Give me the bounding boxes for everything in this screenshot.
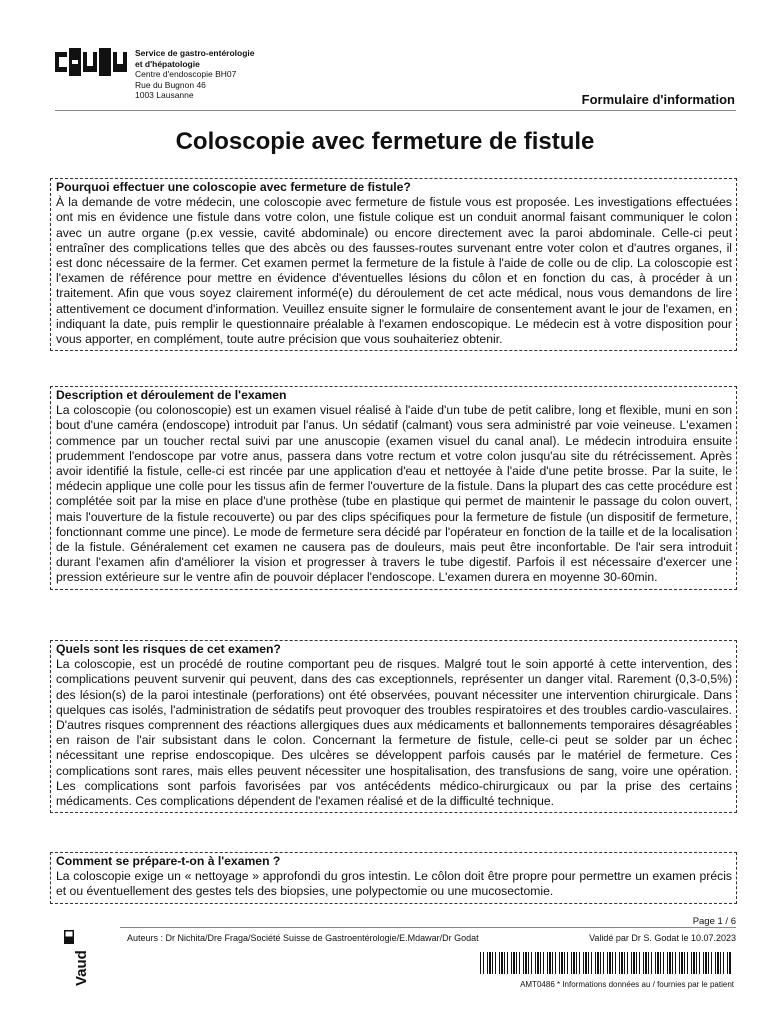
section-heading: Description et déroulement de l'examen xyxy=(56,388,287,402)
document-title: Coloscopie avec fermeture de fistule xyxy=(175,128,595,155)
form-type-label: Formulaire d'information xyxy=(581,92,735,107)
section-risks xyxy=(50,640,737,813)
barcode-bar xyxy=(651,952,652,974)
barcode-bar xyxy=(579,952,580,974)
barcode-bar xyxy=(585,952,587,974)
barcode-bar xyxy=(483,952,484,974)
barcode-bar xyxy=(487,952,488,974)
barcode-bar xyxy=(537,952,539,974)
barcode-bar xyxy=(489,952,491,974)
barcode-bar xyxy=(729,952,731,974)
barcode-bar xyxy=(547,952,548,974)
barcode-bar xyxy=(643,952,644,974)
barcode-bar xyxy=(559,952,560,974)
barcode-bar xyxy=(619,952,620,974)
barcode-bar xyxy=(693,952,695,974)
barcode-bar xyxy=(519,952,520,974)
barcode-bar xyxy=(691,952,692,974)
section-body: À la demande de votre médecin, une coloscopie avec fermeture de fistule vous est proposée. Les investigations effectuées ont mis en évidence une fistule dans votre colon, une fistule colique est un conduit anormal faisant communiquer le colon avec un autre organe (p.ex vessie, cavité abdominale) ou encore directement avec la paroi abdominale. Celle-ci peut entraîner des complications telles que des abcès ou des fausses-routes survenant entre voter colon et d'autres organes, il est donc nécessaire de la fermer. Cet examen permet la fermeture de la fistule à l'aide de colle ou de clip. La coloscopie est l'examen de référence pour mettre en évidence d'éventuelles lésions du côlon et en fonction du cas, à procéder à un traitement. Afin que vous soyez clairement informé(e) du déroulement de cet acte médical, nous vous demandons de lire attentivement ce document d'information. Veuillez ensuite signer le formulaire de consentement avant le jour de l'examen, en indiquant la date, puis remplir le questionnaire préalable à l'examen endoscopique. Le médecin est à votre disposition pour vous apporter, en complément, toute autre précision que vous souhaiteriez obtenir. xyxy=(56,195,732,347)
barcode-bar xyxy=(600,952,601,974)
barcode-bar xyxy=(660,952,661,974)
barcode-bar xyxy=(531,952,532,974)
barcode-bar xyxy=(672,952,673,974)
barcode-bar xyxy=(639,952,640,974)
barcode-bar xyxy=(540,952,541,974)
barcode-bar xyxy=(513,952,515,974)
barcode-bar xyxy=(624,952,625,974)
barcode-bar xyxy=(669,952,671,974)
barcode-bar xyxy=(648,952,649,974)
barcode-bar xyxy=(552,952,553,974)
barcode-bar xyxy=(705,952,707,974)
barcode-bar xyxy=(591,952,592,974)
section-body: La coloscopie (ou colonoscopie) est un examen visuel réalisé à l'aide d'un tube de petit calibre, long et flexible, muni en son bout d'une caméra (endoscope) introduit par l'anus. Un sédatif (calmant) vous sera administré par voie veineuse. L'examen commence par un toucher rectal suivi par une anuscopie (examen visuel du canal anal). Le médecin introduira ensuite prudemment l'endoscope par votre anus, passera dans votre rectum et votre colon jusqu'au site du rétrécissement. Après avoir identifié la fistule, celle-ci est rincée par une application d'eau et nettoyée à l'aide d'une petite brosse. Par la suite, le médecin applique une colle pour les tissus afin de fermer l'ouverture de la fistule. Dans la plupart des cas cette procédure est complétée soit par la mise en place d'une prothèse (tube en plastique qui permet de maintenir le passage du colon ouvert, mais l'ouverture de la fistule recouverte) ou par des clips spécifiques pour la fermeture de fistule (un dispositif de fermeture, fonctionnant comme une pince). Le mode de fermeture sera décidé par l'opérateur en fonction de la taille et de la localisation de la fistule. Généralement cet examen ne causera pas de douleurs, mais peut être inconfortable. De l'air sera introduit durant l'examen afin d'améliorer la vision et progresser à travers le tube digestif. Parfois il est nécessaire d'exercer une pression extérieure sur le ventre afin de pouvoir déplacer l'endoscope. L'examen durera en moyenne 30-60min. xyxy=(56,403,732,585)
barcode-bar xyxy=(607,952,608,974)
barcode-bar xyxy=(595,952,596,974)
barcode-bar xyxy=(495,952,496,974)
canton-name: Vaud xyxy=(73,950,90,986)
section-body: La coloscopie, est un procédé de routine comportant peu de risques. Malgré tout le soin apporté à cette intervention, des complications peuvent survenir qui peuvent, dans des cas exceptionnels, représenter un danger vital. Rarement (0,3-0,5%) des lésion(s) de la paroi intestinale (perforations) ont été observées, pouvant nécessiter une intervention chirurgicale. Dans quelques cas isolés, l'administration de sédatifs peut provoquer des troubles respiratoires et des troubles cardio-vasculaires. D'autres risques comprennent des réactions allergiques dues aux médicaments et ballonnements temporaires désagréables en raison de l'air subsistant dans le colon. Concernant la fermeture de fistule, celle-ci peut se solder par un échec nécessitant une reprise endoscopique. Des ulcères se développent parfois causés par le matériel de fermeture. Ces complications sont rares, mais elles peuvent nécessiter une hospitalisation, des transfusions de sang, voire une opération. Les complications sont parfois favorisées par vos antécédents médico-chirurgicaux ou par la prise des certains médicaments. Ces complications dépendent de l'examen réalisé et de la difficulté technique. xyxy=(56,657,732,809)
document-code: AMT0486 * Informations données au / fournies par le patient xyxy=(520,980,734,989)
barcode-bar xyxy=(633,952,635,974)
section-body: La coloscopie exige un « nettoyage » approfondi du gros intestin. Le côlon doit être propre pour permettre un examen précis et ou éventuellement des gestes tels des biopsies, une polypectomie ou une mucosectomie. xyxy=(56,869,732,899)
barcode-bar xyxy=(645,952,647,974)
barcode-bar xyxy=(561,952,563,974)
footer-divider xyxy=(120,927,736,928)
barcode-bar xyxy=(696,952,697,974)
barcode-bar xyxy=(667,952,668,974)
barcode-bar xyxy=(501,952,503,974)
dept-line: Rue du Bugnon 46 xyxy=(135,79,206,90)
barcode-bar xyxy=(687,952,688,974)
barcode-bar xyxy=(583,952,584,974)
barcode-bar xyxy=(703,952,704,974)
barcode-bar xyxy=(523,952,524,974)
barcode-bar xyxy=(679,952,680,974)
barcode-bar xyxy=(516,952,517,974)
dept-line: et d'hépatologie xyxy=(135,58,200,69)
barcode-bar xyxy=(564,952,565,974)
barcode-bar xyxy=(597,952,599,974)
barcode-bar xyxy=(723,952,724,974)
barcode-bar xyxy=(571,952,572,974)
barcode-bar xyxy=(612,952,613,974)
barcode-bar xyxy=(480,952,481,974)
barcode-bar xyxy=(715,952,716,974)
barcode-bar xyxy=(621,952,623,974)
header-divider xyxy=(55,110,736,111)
barcode-bar xyxy=(720,952,721,974)
section-why xyxy=(50,178,737,351)
barcode-bar xyxy=(588,952,589,974)
dept-line: 1003 Lausanne xyxy=(135,90,194,100)
section-preparation xyxy=(50,852,737,904)
barcode-bar xyxy=(549,952,551,974)
barcode-bar xyxy=(681,952,683,974)
barcode-bar xyxy=(627,952,628,974)
barcode-bar xyxy=(576,952,577,974)
barcode-bar xyxy=(684,952,685,974)
section-heading: Quels sont les risques de cet examen? xyxy=(56,642,281,656)
chuv-logo xyxy=(55,48,127,76)
barcode-bar xyxy=(699,952,700,974)
section-heading: Comment se prépare-t-on à l'examen ? xyxy=(56,854,281,868)
barcode-bar xyxy=(636,952,637,974)
barcode-bar xyxy=(504,952,505,974)
barcode xyxy=(480,952,734,974)
barcode-bar xyxy=(499,952,500,974)
barcode-bar xyxy=(657,952,659,974)
page-number: Page 1 / 6 xyxy=(692,916,736,927)
barcode-bar xyxy=(663,952,664,974)
barcode-bar xyxy=(631,952,632,974)
barcode-bar xyxy=(528,952,529,974)
barcode-bar xyxy=(492,952,493,974)
page-header xyxy=(55,44,735,106)
barcode-bar xyxy=(567,952,568,974)
barcode-bar xyxy=(511,952,512,974)
barcode-bar xyxy=(543,952,544,974)
barcode-bar xyxy=(727,952,728,974)
barcode-bar xyxy=(525,952,527,974)
authors-line: Auteurs : Dr Nichita/Dre Fraga/Société Suisse de Gastroentérologie/E.Mdawar/Dr Godat xyxy=(127,933,479,943)
department-address xyxy=(135,48,255,101)
barcode-bar xyxy=(655,952,656,974)
barcode-bar xyxy=(615,952,616,974)
barcode-bar xyxy=(717,952,719,974)
dept-line: Service de gastro-entérologie xyxy=(135,48,255,58)
barcode-bar xyxy=(535,952,536,974)
barcode-bar xyxy=(708,952,709,974)
section-heading: Pourquoi effectuer une coloscopie avec fermeture de fistule? xyxy=(56,180,411,194)
barcode-bar xyxy=(609,952,611,974)
barcode-bar xyxy=(603,952,604,974)
canton-vaud-logo xyxy=(64,930,90,988)
barcode-bar xyxy=(507,952,508,974)
dept-line: Centre d'endoscopie BH07 xyxy=(135,69,237,79)
barcode-bar xyxy=(573,952,575,974)
validation-line: Validé par Dr S. Godat le 10.07.2023 xyxy=(589,933,736,943)
barcode-bar xyxy=(675,952,676,974)
barcode-bar xyxy=(711,952,712,974)
barcode-bar xyxy=(555,952,556,974)
section-description xyxy=(50,386,737,590)
